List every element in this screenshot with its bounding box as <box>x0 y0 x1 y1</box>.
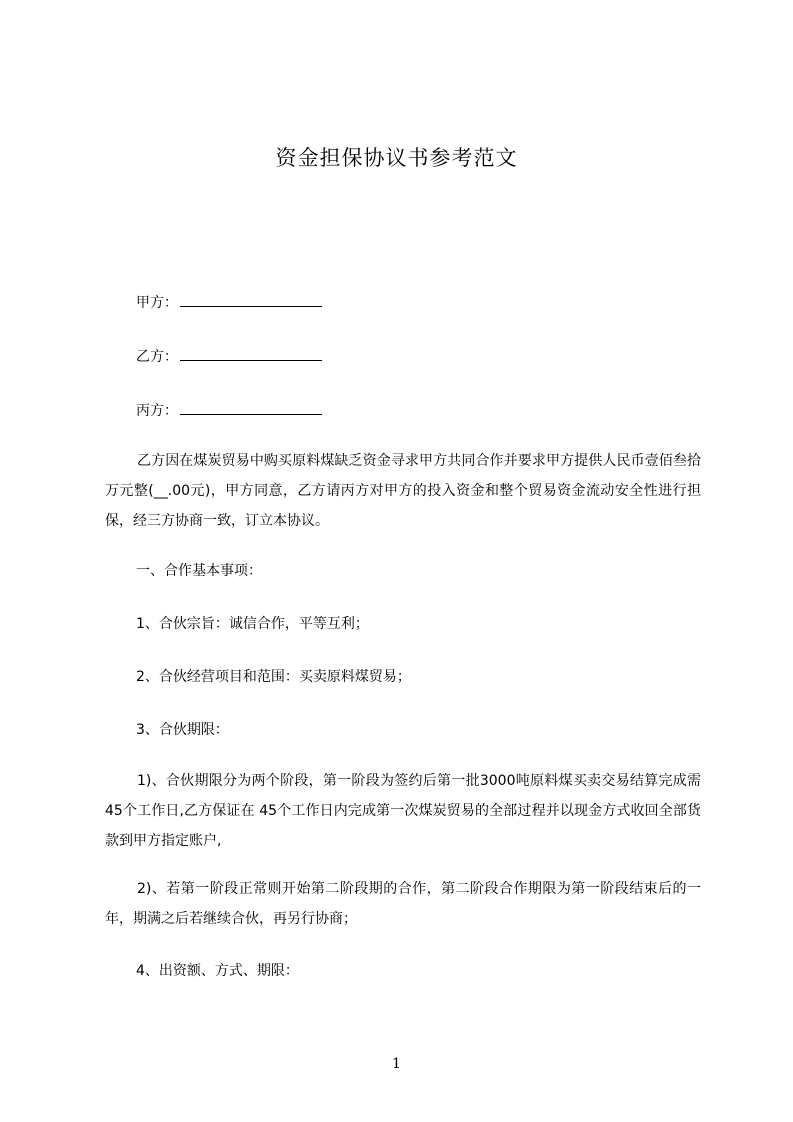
item-3: 3、合伙期限： <box>136 722 229 738</box>
item-2: 2、合伙经营项目和范围：买卖原料煤贸易； <box>136 669 411 685</box>
item-1: 1、合伙宗旨：诚信合作，平等互利； <box>136 616 369 632</box>
page-number: 1 <box>392 1056 401 1072</box>
party-b-line <box>136 346 322 366</box>
sub-item-1: 1)、合伙期限分为两个阶段，第一阶段为签约后第一批3000吨原料煤买卖交易结算完成需45个工作日,乙方保证在 45个工作日内完成第一次煤炭贸易的全部过程并以现金方式收回全部货款到甲方指定账户, <box>105 773 701 849</box>
party-c-label: 丙方： <box>136 403 178 419</box>
party-c-blank[interactable] <box>180 402 322 415</box>
item-4: 4、出资额、方式、期限： <box>136 963 299 979</box>
party-b-blank[interactable] <box>180 348 322 361</box>
party-a-line <box>136 292 322 312</box>
section1-heading: 一、合作基本事项： <box>136 563 262 579</box>
party-b-label: 乙方： <box>136 349 178 365</box>
sub-item-2: 2)、若第一阶段正常则开始第二阶段期的合作，第二阶段合作期限为第一阶段结束后的一年，期满之后若继续合伙，再另行协商； <box>105 881 701 927</box>
document-title: 资金担保协议书参考范文 <box>275 146 518 170</box>
party-a-label: 甲方： <box>136 295 178 311</box>
party-c-line <box>136 400 322 420</box>
party-a-blank[interactable] <box>180 294 322 307</box>
intro-paragraph: 乙方因在煤炭贸易中购买原料煤缺乏资金寻求甲方共同合作并要求甲方提供人民币壹佰叁拾万元整(__.00元)，甲方同意，乙方请丙方对甲方的投入资金和整个贸易资金流动安全性进行担保，经三方协商一致，订立本协议。 <box>105 453 701 529</box>
